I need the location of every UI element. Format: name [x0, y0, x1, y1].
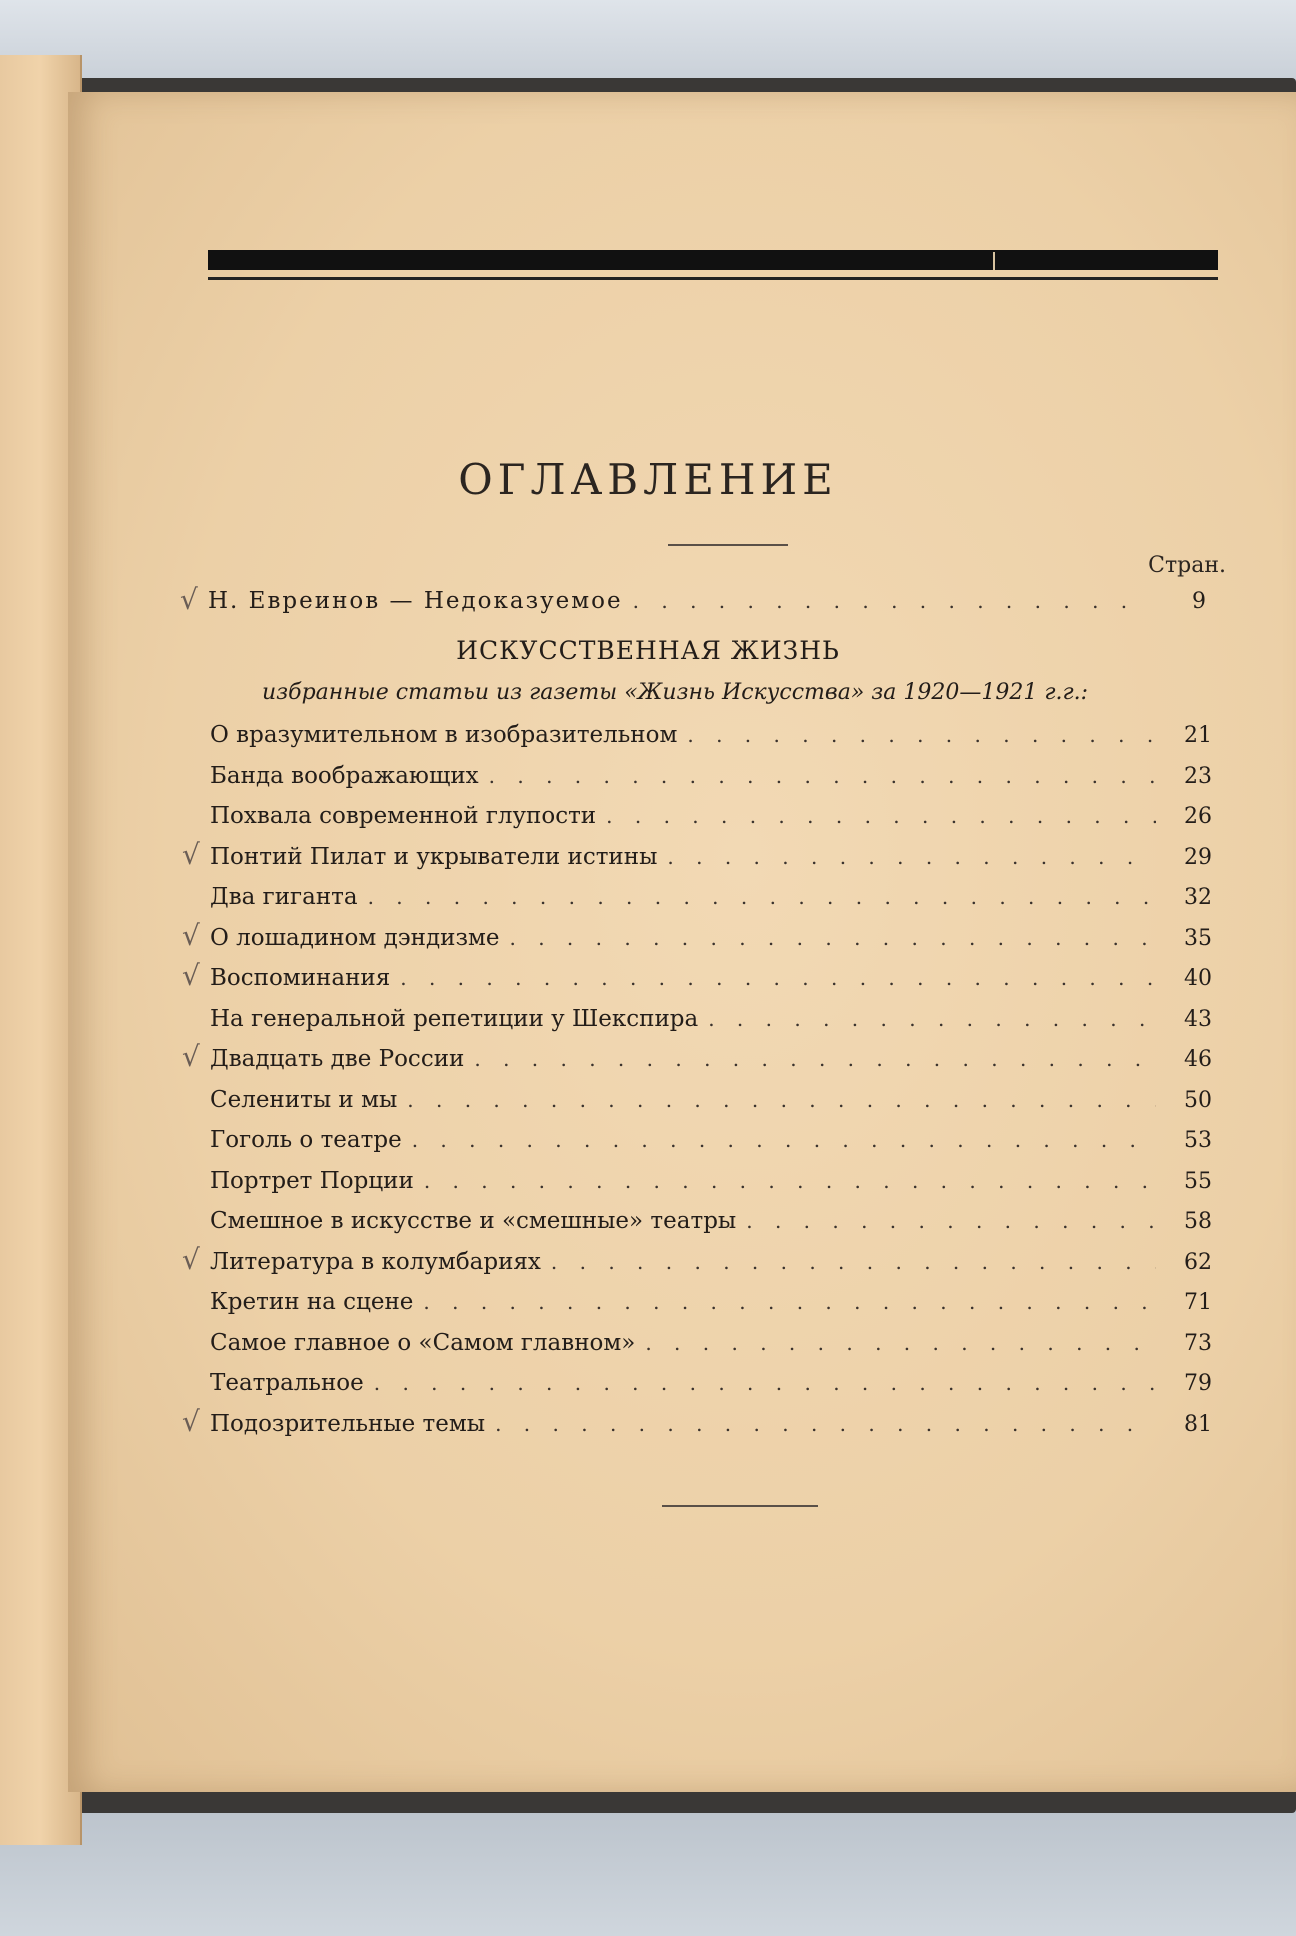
toc-entry[interactable]	[210, 884, 1212, 918]
toc-entry-title: Литература в колумбариях	[210, 1249, 541, 1275]
leader-dots	[645, 1331, 1156, 1355]
toc-entry-page: 35	[1184, 926, 1212, 951]
toc-entry-page: 21	[1184, 723, 1212, 748]
check-mark-icon: √	[182, 1405, 200, 1438]
toc-entry-title: О вразумительном в изобразительном	[210, 722, 678, 748]
toc-entry-page: 81	[1184, 1412, 1212, 1437]
header-rule-notch	[993, 252, 995, 270]
background-top	[0, 0, 1296, 90]
toc-entry[interactable]	[210, 1289, 1212, 1323]
toc-entry-title: Портрет Порции	[210, 1168, 414, 1194]
toc-entry[interactable]	[210, 803, 1212, 837]
bottom-divider	[662, 1505, 818, 1507]
toc-entry[interactable]	[210, 722, 1212, 756]
toc-entry-title: Кретин на сцене	[210, 1289, 414, 1315]
toc-entry[interactable]	[210, 1046, 1212, 1080]
toc-entry[interactable]	[210, 1249, 1212, 1283]
toc-entry-page: 9	[1192, 589, 1206, 614]
section-subtitle: избранные статьи из газеты «Жизнь Искусства» за 1920—1921 г.г.:	[262, 680, 1088, 705]
toc-entry[interactable]	[210, 1127, 1212, 1161]
check-mark-icon: √	[182, 1243, 200, 1276]
toc-entry[interactable]	[208, 588, 1206, 622]
toc-entry[interactable]	[210, 925, 1212, 959]
leader-dots	[489, 764, 1156, 788]
toc-entry-title: Похвала современной глупости	[210, 803, 597, 829]
leader-dots	[746, 1209, 1156, 1233]
toc-entry-page: 29	[1184, 845, 1212, 870]
toc-entry-page: 55	[1184, 1169, 1212, 1194]
leader-dots	[407, 1088, 1156, 1112]
title-divider	[668, 544, 788, 546]
leader-dots	[708, 1007, 1156, 1031]
page-title: ОГЛАВЛЕНИЕ	[458, 455, 838, 504]
toc-entry-title: О лошадином дэндизме	[210, 925, 500, 951]
check-mark-icon: √	[182, 838, 200, 871]
toc-entry-title: Подозрительные темы	[210, 1411, 486, 1437]
toc-entry[interactable]	[210, 1087, 1212, 1121]
toc-entry-title: На генеральной репетиции у Шекспира	[210, 1006, 699, 1032]
toc-entry-title: Н. Евреинов — Недоказуемое	[208, 588, 623, 614]
leader-dots	[400, 966, 1156, 990]
leader-dots	[510, 926, 1157, 950]
leader-dots	[374, 1371, 1156, 1395]
toc-entry[interactable]	[210, 844, 1212, 878]
toc-entry-page: 26	[1184, 804, 1212, 829]
leader-dots	[606, 804, 1156, 828]
toc-entry-title: Смешное в искусстве и «смешные» театры	[210, 1208, 737, 1234]
toc-entry-title: Банда воображающих	[210, 763, 479, 789]
check-mark-icon: √	[180, 583, 198, 616]
leader-dots	[551, 1250, 1156, 1274]
toc-entry-page: 53	[1184, 1128, 1212, 1153]
toc-entry-page: 79	[1184, 1371, 1212, 1396]
leader-dots	[412, 1128, 1156, 1152]
toc-entry-title: Понтий Пилат и укрыватели истины	[210, 844, 658, 870]
toc-entry-page: 71	[1184, 1290, 1212, 1315]
toc-entry[interactable]	[210, 1168, 1212, 1202]
leader-dots	[633, 589, 1150, 613]
toc-entry-page: 43	[1184, 1007, 1212, 1032]
toc-entry-title: Самое главное о «Самом главном»	[210, 1330, 636, 1356]
leader-dots	[687, 723, 1156, 747]
leader-dots	[423, 1290, 1156, 1314]
toc-entry-page: 62	[1184, 1250, 1212, 1275]
page-column-header: Стран.	[1148, 553, 1226, 578]
section-heading: ИСКУССТВЕННАЯ ЖИЗНЬ	[456, 636, 840, 665]
toc-entry-page: 32	[1184, 885, 1212, 910]
leader-dots	[474, 1047, 1156, 1071]
leader-dots	[667, 845, 1156, 869]
toc-entry[interactable]	[210, 965, 1212, 999]
toc-entry-title: Гоголь о театре	[210, 1127, 402, 1153]
toc-entry[interactable]	[210, 1006, 1212, 1040]
check-mark-icon: √	[182, 1040, 200, 1073]
toc-entry[interactable]	[210, 1411, 1212, 1445]
leader-dots	[495, 1412, 1156, 1436]
leader-dots	[368, 885, 1156, 909]
toc-entry-page: 23	[1184, 764, 1212, 789]
leader-dots	[424, 1169, 1156, 1193]
toc-entry[interactable]	[210, 763, 1212, 797]
toc-entry[interactable]	[210, 1330, 1212, 1364]
check-mark-icon: √	[182, 959, 200, 992]
toc-entry-title: Воспоминания	[210, 965, 391, 991]
toc-entry-page: 73	[1184, 1331, 1212, 1356]
header-rule-thin	[208, 277, 1218, 280]
toc-entry-title: Селениты и мы	[210, 1087, 398, 1113]
toc-entry-page: 50	[1184, 1088, 1212, 1113]
header-rule-thick	[208, 250, 1218, 270]
toc-entry-title: Театральное	[210, 1370, 364, 1396]
toc-entry[interactable]	[210, 1370, 1212, 1404]
check-mark-icon: √	[182, 919, 200, 952]
toc-entry-page: 46	[1184, 1047, 1212, 1072]
toc-entry-page: 40	[1184, 966, 1212, 991]
toc-entry-title: Двадцать две России	[210, 1046, 465, 1072]
toc-entry-title: Два гиганта	[210, 884, 358, 910]
toc-entry-page: 58	[1184, 1209, 1212, 1234]
toc-entry[interactable]	[210, 1208, 1212, 1242]
